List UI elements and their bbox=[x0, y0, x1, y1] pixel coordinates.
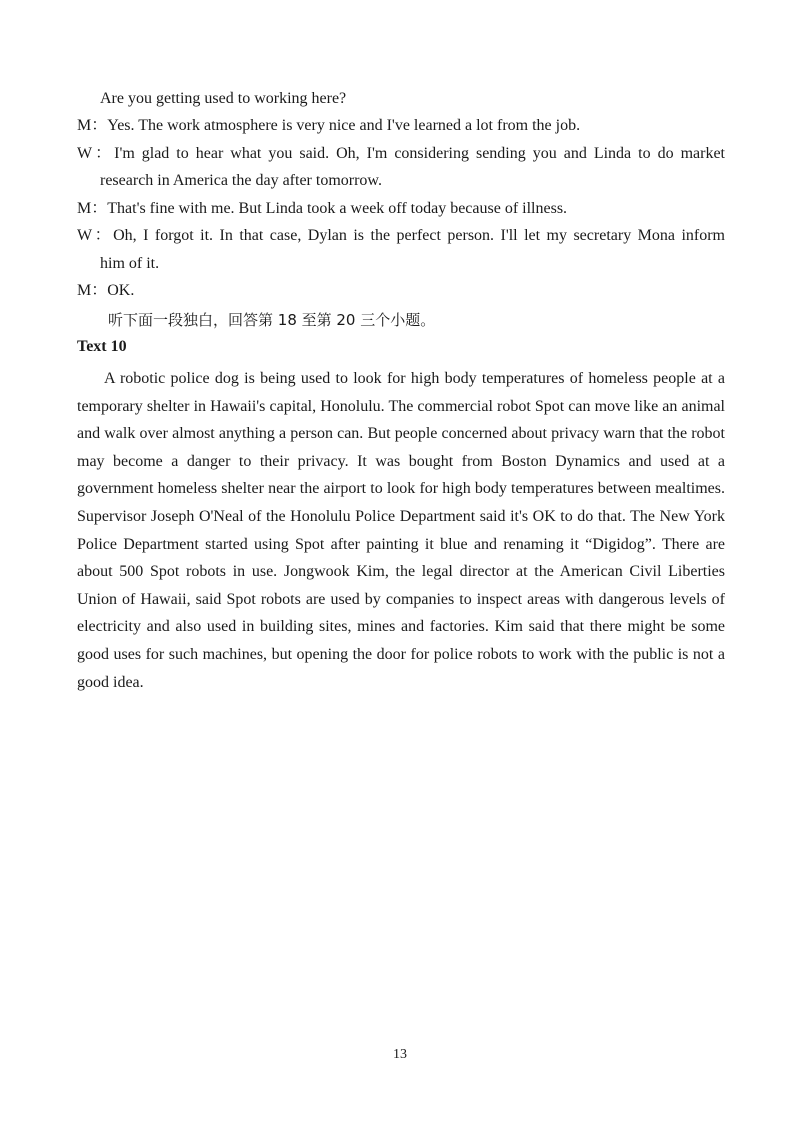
dialogue-line-3-continued bbox=[100, 171, 382, 191]
speaker-separator: ： bbox=[92, 145, 115, 162]
dialogue-text: That's fine with me. But Linda took a week off today because of illness. bbox=[107, 200, 568, 217]
dialogue-line-5-continued bbox=[100, 254, 159, 274]
speaker-separator: ： bbox=[91, 117, 108, 134]
speaker-label: M bbox=[77, 200, 92, 217]
dialogue-line-5 bbox=[77, 226, 725, 246]
dialogue-text: OK. bbox=[107, 282, 135, 299]
dialogue-line-3 bbox=[77, 144, 725, 164]
dialogue-text: him of it. bbox=[100, 255, 160, 272]
dialogue-text: Yes. The work atmosphere is very nice and I've learned a lot from the job. bbox=[107, 117, 581, 134]
speaker-separator: ： bbox=[92, 227, 114, 244]
speaker-separator: ： bbox=[91, 200, 108, 217]
dialogue-line-6 bbox=[77, 281, 134, 301]
dialogue-text: Are you getting used to working here? bbox=[100, 90, 347, 107]
dialogue-text: Oh, I forgot it. In that case, Dylan is the perfect person. I'll let my secretary Mona inform bbox=[113, 227, 725, 244]
speaker-separator: ： bbox=[91, 282, 108, 299]
speaker-label: W bbox=[77, 145, 93, 162]
dialogue-text: I'm glad to hear what you said. Oh, I'm considering sending you and Linda to do market bbox=[114, 145, 725, 162]
section-title: Text 10 bbox=[77, 338, 127, 355]
dialogue-line-4 bbox=[77, 199, 567, 219]
speaker-label: M bbox=[77, 117, 92, 134]
speaker-label: M bbox=[77, 282, 92, 299]
passage-paragraph: A robotic police dog is being used to look for high body temperatures of homeless people at a temporary shelter in Hawaii's capital, Honolulu. The commercial robot Spot can move like an animal and walk over almost anything a person can. But people concerned about privacy warn that the robot may become a danger to their privacy. It was bought from Boston Dynamics and used at a government homeless shelter near the airport to look for high body temperatures between mealtimes. Supervisor Joseph O'Neal of the Honolulu Police Department said it's OK to do that. The New York Police Department started using Spot after painting it blue and renaming it “Digidog”. There are about 500 Spot robots in use. Jongwook Kim, the legal director at the American Civil Liberties Union of Hawaii, said Spot robots are used by companies to inspect areas with dangerous levels of electricity and also used in building sites, mines and factories. Kim said that there might be some good uses for such machines, but opening the door for police robots to work with the public is not a good idea. bbox=[77, 370, 725, 691]
listening-instruction: 听下面一段独白，回答第 18 至第 20 三个小题。 bbox=[108, 311, 436, 329]
dialogue-line-2 bbox=[77, 116, 580, 136]
page-number: 13 bbox=[393, 1047, 407, 1062]
dialogue-line-1 bbox=[100, 89, 346, 109]
dialogue-text: research in America the day after tomorrow. bbox=[100, 172, 382, 189]
speaker-label: W bbox=[77, 227, 93, 244]
